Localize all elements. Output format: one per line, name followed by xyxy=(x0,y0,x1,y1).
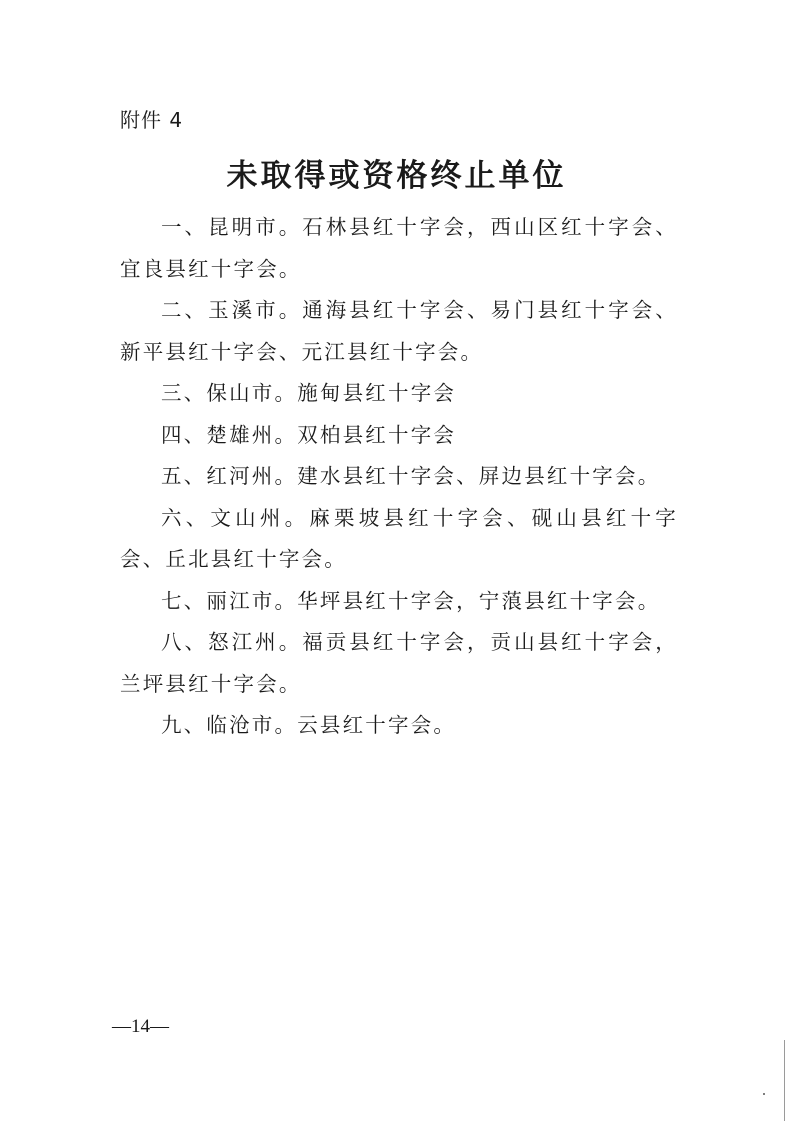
scan-speck xyxy=(763,1093,765,1095)
list-item-baoshan: 三、保山市。施甸县红十字会 xyxy=(161,381,457,405)
scan-edge-line xyxy=(784,1040,785,1121)
list-item-wenshan: 六、文山州。麻栗坡县红十字会、砚山县红十字会、丘北县红十字会。 xyxy=(120,505,678,571)
page-number: —14— xyxy=(112,1016,169,1037)
list-item-honghe: 五、红河州。建水县红十字会、屏边县红十字会。 xyxy=(161,464,661,488)
list-item-nujiang: 八、怒江州。福贡县红十字会，贡山县红十字会，兰坪县红十字会。 xyxy=(120,630,678,696)
list-item-kunming: 一、昆明市。石林县红十字会，西山区红十字会、宜良县红十字会。 xyxy=(120,215,678,281)
attachment-label: 附件 4 xyxy=(120,108,184,132)
list-item-chuxiong: 四、楚雄州。双柏县红十字会 xyxy=(161,422,457,447)
document-body xyxy=(120,207,678,747)
list-item-lijiang: 七、丽江市。华坪县红十字会，宁蒗县红十字会。 xyxy=(161,588,661,613)
list-item-yuxi: 二、玉溪市。通海县红十字会、易门县红十字会、新平县红十字会、元江县红十字会。 xyxy=(120,298,678,364)
list-item-lincang: 九、临沧市。云县红十字会。 xyxy=(161,713,457,737)
document-title: 未取得或资格终止单位 xyxy=(226,158,567,194)
